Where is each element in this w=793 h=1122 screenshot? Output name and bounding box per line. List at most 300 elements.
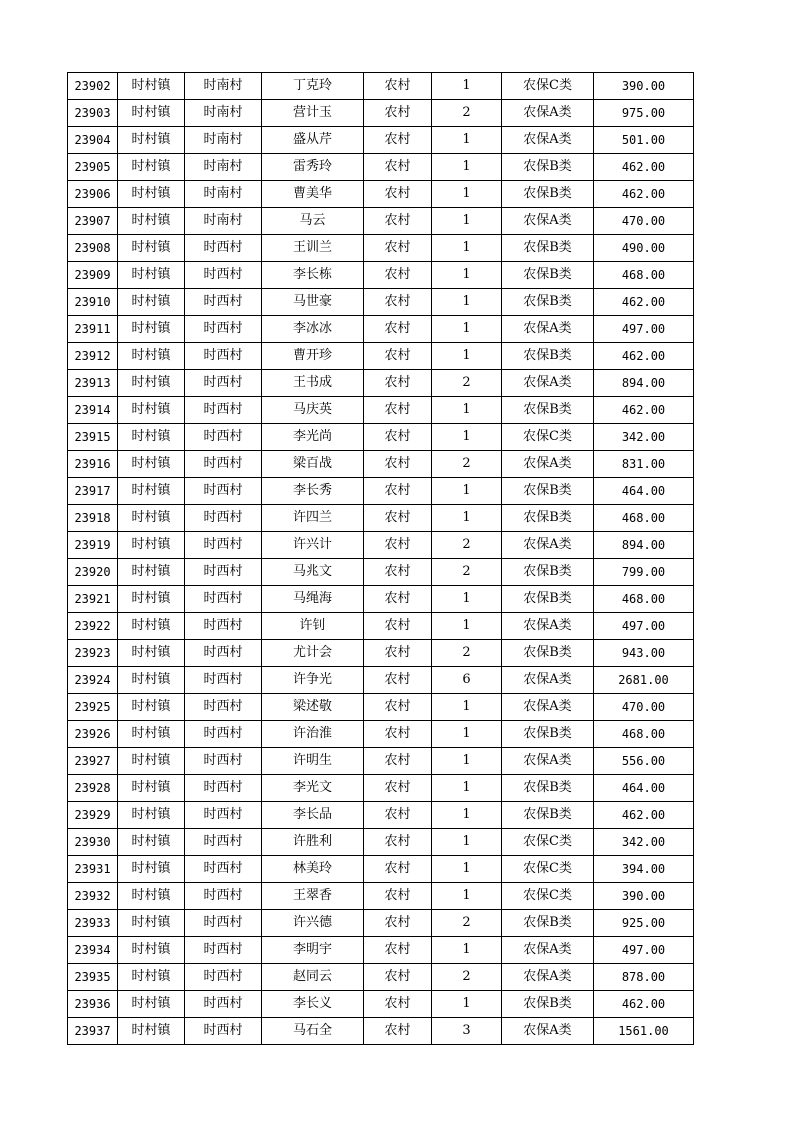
category-cell: 农保A类 <box>502 748 594 775</box>
category-cell: 农保B类 <box>502 343 594 370</box>
village-cell: 时西村 <box>185 370 262 397</box>
town-cell: 时村镇 <box>118 73 185 100</box>
village-cell: 时西村 <box>185 532 262 559</box>
town-cell: 时村镇 <box>118 343 185 370</box>
household-type-cell: 农村 <box>364 802 432 829</box>
town-cell: 时村镇 <box>118 856 185 883</box>
category-cell: 农保B类 <box>502 154 594 181</box>
member-count-cell: 2 <box>432 100 502 127</box>
record-id-cell: 23935 <box>68 964 118 991</box>
amount-cell: 394.00 <box>594 856 694 883</box>
town-cell: 时村镇 <box>118 910 185 937</box>
village-cell: 时西村 <box>185 505 262 532</box>
category-cell: 农保A类 <box>502 451 594 478</box>
record-id-cell: 23912 <box>68 343 118 370</box>
name-cell: 许争光 <box>262 667 364 694</box>
household-type-cell: 农村 <box>364 73 432 100</box>
household-type-cell: 农村 <box>364 694 432 721</box>
town-cell: 时村镇 <box>118 505 185 532</box>
household-type-cell: 农村 <box>364 478 432 505</box>
household-type-cell: 农村 <box>364 127 432 154</box>
amount-cell: 943.00 <box>594 640 694 667</box>
town-cell: 时村镇 <box>118 964 185 991</box>
record-id-cell: 23931 <box>68 856 118 883</box>
record-id-cell: 23911 <box>68 316 118 343</box>
category-cell: 农保C类 <box>502 424 594 451</box>
household-type-cell: 农村 <box>364 505 432 532</box>
category-cell: 农保A类 <box>502 613 594 640</box>
record-id-cell: 23937 <box>68 1018 118 1045</box>
member-count-cell: 1 <box>432 424 502 451</box>
amount-cell: 925.00 <box>594 910 694 937</box>
town-cell: 时村镇 <box>118 181 185 208</box>
record-id-cell: 23932 <box>68 883 118 910</box>
name-cell: 马云 <box>262 208 364 235</box>
record-id-cell: 23917 <box>68 478 118 505</box>
record-id-cell: 23933 <box>68 910 118 937</box>
amount-cell: 894.00 <box>594 532 694 559</box>
town-cell: 时村镇 <box>118 289 185 316</box>
record-id-cell: 23923 <box>68 640 118 667</box>
amount-cell: 342.00 <box>594 424 694 451</box>
name-cell: 李长义 <box>262 991 364 1018</box>
amount-cell: 468.00 <box>594 505 694 532</box>
record-id-cell: 23922 <box>68 613 118 640</box>
name-cell: 马绳海 <box>262 586 364 613</box>
category-cell: 农保B类 <box>502 910 594 937</box>
name-cell: 许四兰 <box>262 505 364 532</box>
name-cell: 曹开珍 <box>262 343 364 370</box>
amount-cell: 468.00 <box>594 262 694 289</box>
category-cell: 农保B类 <box>502 289 594 316</box>
table-row <box>68 775 694 802</box>
member-count-cell: 1 <box>432 505 502 532</box>
table-row <box>68 262 694 289</box>
record-id-cell: 23903 <box>68 100 118 127</box>
member-count-cell: 1 <box>432 721 502 748</box>
category-cell: 农保A类 <box>502 964 594 991</box>
category-cell: 农保B类 <box>502 775 594 802</box>
member-count-cell: 1 <box>432 478 502 505</box>
name-cell: 盛从芹 <box>262 127 364 154</box>
record-id-cell: 23908 <box>68 235 118 262</box>
record-id-cell: 23904 <box>68 127 118 154</box>
town-cell: 时村镇 <box>118 802 185 829</box>
name-cell: 马兆文 <box>262 559 364 586</box>
town-cell: 时村镇 <box>118 154 185 181</box>
name-cell: 王书成 <box>262 370 364 397</box>
village-cell: 时西村 <box>185 316 262 343</box>
household-type-cell: 农村 <box>364 883 432 910</box>
village-cell: 时西村 <box>185 775 262 802</box>
name-cell: 马庆英 <box>262 397 364 424</box>
member-count-cell: 2 <box>432 640 502 667</box>
category-cell: 农保C类 <box>502 856 594 883</box>
member-count-cell: 1 <box>432 397 502 424</box>
table-row <box>68 316 694 343</box>
town-cell: 时村镇 <box>118 478 185 505</box>
record-id-cell: 23910 <box>68 289 118 316</box>
record-id-cell: 23905 <box>68 154 118 181</box>
town-cell: 时村镇 <box>118 883 185 910</box>
table-row <box>68 883 694 910</box>
record-id-cell: 23907 <box>68 208 118 235</box>
household-type-cell: 农村 <box>364 667 432 694</box>
amount-cell: 462.00 <box>594 154 694 181</box>
name-cell: 许兴计 <box>262 532 364 559</box>
table-row <box>68 532 694 559</box>
village-cell: 时西村 <box>185 262 262 289</box>
member-count-cell: 2 <box>432 559 502 586</box>
name-cell: 梁百战 <box>262 451 364 478</box>
household-type-cell: 农村 <box>364 262 432 289</box>
name-cell: 许治淮 <box>262 721 364 748</box>
household-type-cell: 农村 <box>364 208 432 235</box>
table-row <box>68 451 694 478</box>
amount-cell: 497.00 <box>594 316 694 343</box>
amount-cell: 497.00 <box>594 613 694 640</box>
record-id-cell: 23921 <box>68 586 118 613</box>
amount-cell: 831.00 <box>594 451 694 478</box>
household-type-cell: 农村 <box>364 586 432 613</box>
village-cell: 时西村 <box>185 478 262 505</box>
record-id-cell: 23902 <box>68 73 118 100</box>
household-type-cell: 农村 <box>364 559 432 586</box>
town-cell: 时村镇 <box>118 937 185 964</box>
amount-cell: 975.00 <box>594 100 694 127</box>
table-row <box>68 667 694 694</box>
name-cell: 赵同云 <box>262 964 364 991</box>
member-count-cell: 2 <box>432 910 502 937</box>
category-cell: 农保B类 <box>502 478 594 505</box>
table-row <box>68 397 694 424</box>
table-row <box>68 370 694 397</box>
table-row <box>68 181 694 208</box>
name-cell: 马石全 <box>262 1018 364 1045</box>
amount-cell: 470.00 <box>594 694 694 721</box>
data-table <box>67 72 694 1045</box>
village-cell: 时西村 <box>185 343 262 370</box>
town-cell: 时村镇 <box>118 613 185 640</box>
member-count-cell: 2 <box>432 532 502 559</box>
household-type-cell: 农村 <box>364 937 432 964</box>
record-id-cell: 23913 <box>68 370 118 397</box>
amount-cell: 497.00 <box>594 937 694 964</box>
household-type-cell: 农村 <box>364 910 432 937</box>
category-cell: 农保C类 <box>502 883 594 910</box>
table-row <box>68 586 694 613</box>
category-cell: 农保B类 <box>502 262 594 289</box>
member-count-cell: 1 <box>432 937 502 964</box>
table-row <box>68 424 694 451</box>
member-count-cell: 1 <box>432 829 502 856</box>
town-cell: 时村镇 <box>118 397 185 424</box>
amount-cell: 462.00 <box>594 289 694 316</box>
table-row <box>68 829 694 856</box>
table-row <box>68 289 694 316</box>
town-cell: 时村镇 <box>118 829 185 856</box>
record-id-cell: 23934 <box>68 937 118 964</box>
household-type-cell: 农村 <box>364 775 432 802</box>
amount-cell: 464.00 <box>594 775 694 802</box>
record-id-cell: 23909 <box>68 262 118 289</box>
member-count-cell: 1 <box>432 289 502 316</box>
table-row <box>68 640 694 667</box>
amount-cell: 1561.00 <box>594 1018 694 1045</box>
member-count-cell: 6 <box>432 667 502 694</box>
amount-cell: 390.00 <box>594 883 694 910</box>
member-count-cell: 1 <box>432 154 502 181</box>
village-cell: 时西村 <box>185 856 262 883</box>
record-id-cell: 23906 <box>68 181 118 208</box>
household-type-cell: 农村 <box>364 397 432 424</box>
name-cell: 李光尚 <box>262 424 364 451</box>
village-cell: 时西村 <box>185 451 262 478</box>
member-count-cell: 1 <box>432 991 502 1018</box>
town-cell: 时村镇 <box>118 100 185 127</box>
amount-cell: 894.00 <box>594 370 694 397</box>
member-count-cell: 2 <box>432 451 502 478</box>
household-type-cell: 农村 <box>364 343 432 370</box>
name-cell: 李冰冰 <box>262 316 364 343</box>
village-cell: 时南村 <box>185 73 262 100</box>
town-cell: 时村镇 <box>118 586 185 613</box>
table-row <box>68 721 694 748</box>
town-cell: 时村镇 <box>118 262 185 289</box>
village-cell: 时西村 <box>185 883 262 910</box>
category-cell: 农保A类 <box>502 532 594 559</box>
name-cell: 梁述敬 <box>262 694 364 721</box>
town-cell: 时村镇 <box>118 451 185 478</box>
member-count-cell: 1 <box>432 235 502 262</box>
name-cell: 林美玲 <box>262 856 364 883</box>
household-type-cell: 农村 <box>364 424 432 451</box>
amount-cell: 462.00 <box>594 397 694 424</box>
member-count-cell: 1 <box>432 775 502 802</box>
record-id-cell: 23929 <box>68 802 118 829</box>
name-cell: 李长栋 <box>262 262 364 289</box>
town-cell: 时村镇 <box>118 532 185 559</box>
household-type-cell: 农村 <box>364 1018 432 1045</box>
amount-cell: 342.00 <box>594 829 694 856</box>
village-cell: 时西村 <box>185 586 262 613</box>
amount-cell: 468.00 <box>594 721 694 748</box>
town-cell: 时村镇 <box>118 748 185 775</box>
household-type-cell: 农村 <box>364 748 432 775</box>
table-row <box>68 208 694 235</box>
record-id-cell: 23914 <box>68 397 118 424</box>
village-cell: 时西村 <box>185 991 262 1018</box>
category-cell: 农保B类 <box>502 235 594 262</box>
village-cell: 时南村 <box>185 127 262 154</box>
category-cell: 农保A类 <box>502 316 594 343</box>
category-cell: 农保A类 <box>502 667 594 694</box>
table-row <box>68 154 694 181</box>
table-row <box>68 613 694 640</box>
town-cell: 时村镇 <box>118 991 185 1018</box>
name-cell: 马世豪 <box>262 289 364 316</box>
town-cell: 时村镇 <box>118 775 185 802</box>
category-cell: 农保B类 <box>502 991 594 1018</box>
town-cell: 时村镇 <box>118 370 185 397</box>
table-row <box>68 505 694 532</box>
member-count-cell: 1 <box>432 73 502 100</box>
category-cell: 农保A类 <box>502 937 594 964</box>
village-cell: 时西村 <box>185 721 262 748</box>
member-count-cell: 1 <box>432 343 502 370</box>
table-row <box>68 856 694 883</box>
name-cell: 丁克玲 <box>262 73 364 100</box>
village-cell: 时西村 <box>185 964 262 991</box>
category-cell: 农保C类 <box>502 73 594 100</box>
village-cell: 时西村 <box>185 397 262 424</box>
name-cell: 雷秀玲 <box>262 154 364 181</box>
record-id-cell: 23916 <box>68 451 118 478</box>
amount-cell: 556.00 <box>594 748 694 775</box>
category-cell: 农保B类 <box>502 397 594 424</box>
member-count-cell: 1 <box>432 883 502 910</box>
table-row <box>68 1018 694 1045</box>
record-id-cell: 23925 <box>68 694 118 721</box>
household-type-cell: 农村 <box>364 532 432 559</box>
name-cell: 王训兰 <box>262 235 364 262</box>
amount-cell: 462.00 <box>594 181 694 208</box>
table-row <box>68 937 694 964</box>
record-id-cell: 23924 <box>68 667 118 694</box>
member-count-cell: 1 <box>432 613 502 640</box>
member-count-cell: 1 <box>432 208 502 235</box>
table-row <box>68 694 694 721</box>
category-cell: 农保B类 <box>502 586 594 613</box>
category-cell: 农保A类 <box>502 100 594 127</box>
village-cell: 时西村 <box>185 937 262 964</box>
record-id-cell: 23920 <box>68 559 118 586</box>
member-count-cell: 1 <box>432 181 502 208</box>
amount-cell: 462.00 <box>594 991 694 1018</box>
category-cell: 农保A类 <box>502 370 594 397</box>
town-cell: 时村镇 <box>118 667 185 694</box>
household-type-cell: 农村 <box>364 829 432 856</box>
name-cell: 许钊 <box>262 613 364 640</box>
name-cell: 李长秀 <box>262 478 364 505</box>
category-cell: 农保A类 <box>502 127 594 154</box>
household-type-cell: 农村 <box>364 991 432 1018</box>
member-count-cell: 1 <box>432 127 502 154</box>
record-id-cell: 23918 <box>68 505 118 532</box>
member-count-cell: 1 <box>432 748 502 775</box>
town-cell: 时村镇 <box>118 1018 185 1045</box>
amount-cell: 464.00 <box>594 478 694 505</box>
table-row <box>68 910 694 937</box>
village-cell: 时西村 <box>185 910 262 937</box>
village-cell: 时西村 <box>185 613 262 640</box>
member-count-cell: 3 <box>432 1018 502 1045</box>
amount-cell: 878.00 <box>594 964 694 991</box>
town-cell: 时村镇 <box>118 721 185 748</box>
member-count-cell: 2 <box>432 964 502 991</box>
household-type-cell: 农村 <box>364 370 432 397</box>
member-count-cell: 1 <box>432 694 502 721</box>
town-cell: 时村镇 <box>118 127 185 154</box>
amount-cell: 462.00 <box>594 802 694 829</box>
table-row <box>68 802 694 829</box>
amount-cell: 468.00 <box>594 586 694 613</box>
town-cell: 时村镇 <box>118 559 185 586</box>
household-type-cell: 农村 <box>364 964 432 991</box>
village-cell: 时西村 <box>185 640 262 667</box>
member-count-cell: 1 <box>432 856 502 883</box>
member-count-cell: 1 <box>432 586 502 613</box>
table-row <box>68 748 694 775</box>
record-id-cell: 23927 <box>68 748 118 775</box>
village-cell: 时西村 <box>185 424 262 451</box>
household-type-cell: 农村 <box>364 451 432 478</box>
table-row <box>68 73 694 100</box>
name-cell: 许明生 <box>262 748 364 775</box>
household-type-cell: 农村 <box>364 316 432 343</box>
household-type-cell: 农村 <box>364 235 432 262</box>
name-cell: 李长品 <box>262 802 364 829</box>
village-cell: 时西村 <box>185 235 262 262</box>
amount-cell: 390.00 <box>594 73 694 100</box>
town-cell: 时村镇 <box>118 694 185 721</box>
name-cell: 王翠香 <box>262 883 364 910</box>
name-cell: 尤计会 <box>262 640 364 667</box>
table-row <box>68 235 694 262</box>
amount-cell: 462.00 <box>594 343 694 370</box>
category-cell: 农保C类 <box>502 829 594 856</box>
household-type-cell: 农村 <box>364 100 432 127</box>
amount-cell: 470.00 <box>594 208 694 235</box>
village-cell: 时西村 <box>185 559 262 586</box>
village-cell: 时西村 <box>185 829 262 856</box>
name-cell: 许胜利 <box>262 829 364 856</box>
record-id-cell: 23928 <box>68 775 118 802</box>
amount-cell: 799.00 <box>594 559 694 586</box>
category-cell: 农保B类 <box>502 721 594 748</box>
town-cell: 时村镇 <box>118 640 185 667</box>
village-cell: 时南村 <box>185 208 262 235</box>
table-row <box>68 100 694 127</box>
household-type-cell: 农村 <box>364 181 432 208</box>
village-cell: 时南村 <box>185 181 262 208</box>
category-cell: 农保B类 <box>502 802 594 829</box>
village-cell: 时西村 <box>185 289 262 316</box>
village-cell: 时西村 <box>185 1018 262 1045</box>
category-cell: 农保B类 <box>502 181 594 208</box>
record-id-cell: 23930 <box>68 829 118 856</box>
name-cell: 营计玉 <box>262 100 364 127</box>
name-cell: 李光文 <box>262 775 364 802</box>
table-row <box>68 964 694 991</box>
record-id-cell: 23919 <box>68 532 118 559</box>
category-cell: 农保A类 <box>502 694 594 721</box>
village-cell: 时南村 <box>185 154 262 181</box>
name-cell: 许兴德 <box>262 910 364 937</box>
village-cell: 时西村 <box>185 748 262 775</box>
name-cell: 曹美华 <box>262 181 364 208</box>
record-id-cell: 23936 <box>68 991 118 1018</box>
household-type-cell: 农村 <box>364 613 432 640</box>
household-type-cell: 农村 <box>364 856 432 883</box>
amount-cell: 501.00 <box>594 127 694 154</box>
amount-cell: 490.00 <box>594 235 694 262</box>
member-count-cell: 1 <box>432 262 502 289</box>
town-cell: 时村镇 <box>118 208 185 235</box>
town-cell: 时村镇 <box>118 316 185 343</box>
household-type-cell: 农村 <box>364 640 432 667</box>
town-cell: 时村镇 <box>118 235 185 262</box>
